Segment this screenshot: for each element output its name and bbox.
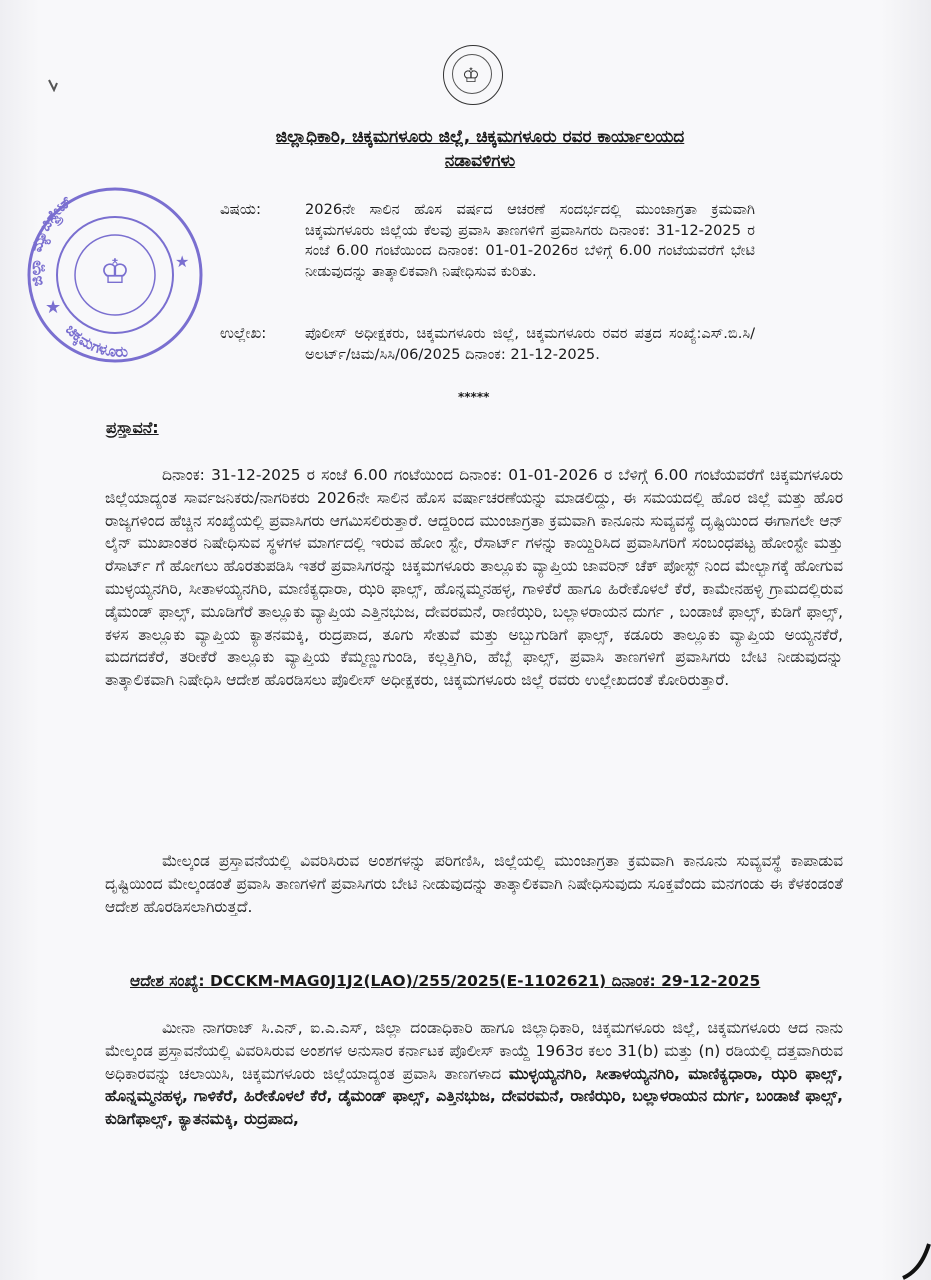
proceedings-heading: ನಡಾವಳಿಗಳು — [444, 151, 516, 171]
emblem-icon: ♔ — [462, 63, 480, 87]
subject-text: 2026ನೇ ಸಾಲಿನ ಹೊಸ ವರ್ಷದ ಆಚರಣೆ ಸಂದರ್ಭದಲ್ಲಿ ಮುಂಜಾಗ್ರತಾ ಕ್ರಮವಾಗಿ ಚಿಕ್ಕಮಗಳೂರು ಜಿಲ್ಲೆಯ ಕೆಲವು ಪ್ರವಾಸಿ ತಾಣಗಳಿಗೆ ಪ್ರವಾಸಿಗರು ದಿನಾಂಕ: 31-12-2025 ರ ಸಂಜೆ 6.00 ಗಂಟೆಯಿಂದ ದಿನಾಂಕ: 01-01-2026ರ ಬೆಳಿಗ್ಗೆ 6.00 ಗಂಟೆಯವರೆಗೆ ಭೇಟಿ ನೀಡುವುದನ್ನು ತಾತ್ಕಾಲಿಕವಾಗಿ ನಿಷೇಧಿಸುವ ಕುರಿತು. — [305, 201, 755, 280]
separator-stars: ***** — [458, 390, 490, 404]
seal-top-text: ಜಿಲ್ಲಾ ಮ್ಯಾಜಿಸ್ಟ್ರೇಟ್ — [26, 192, 76, 288]
seal-bottom-text: ಚಿಕ್ಕಮಗಳೂರು — [61, 320, 129, 361]
state-emblem — [443, 45, 503, 105]
preamble-title: ಪ್ರಸ್ತಾವನೆ: — [106, 418, 159, 437]
tourist-places-list: ಮುಳ್ಳಯ್ಯನಗಿರಿ, ಸೀತಾಳಯ್ಯನಗಿರಿ, ಮಾಣಿಕ್ಯಧಾರಾ, ಝರಿ ಫಾಲ್ಸ್, ಹೊನ್ನಮ್ಮನಹಳ್ಳ, ಗಾಳಿಕೆರೆ, ಹಿರೇಕೊಳಲೆ ಕೆರೆ, ಡೈಮಂಡ್ ಫಾಲ್ಸ್, ಎತ್ತಿನಭುಜ, ದೇವರಮನೆ, ರಾಣಿಝರಿ, ಬಲ್ಲಾಳರಾಯನ ದುರ್ಗ, ಬಂಡಾಜೆ ಫಾಲ್ಸ್, ಕುಡಿಗೆಫಾಲ್ಸ್, ಕ್ಯಾತನಮಕ್ಕಿ, ರುದ್ರಪಾದ, — [105, 1064, 843, 1129]
reference-label: ಉಲ್ಲೇಖ: — [220, 324, 267, 342]
svg-text:★: ★ — [45, 297, 62, 318]
order-paragraph — [105, 1017, 843, 1131]
office-heading: ಜಿಲ್ಲಾಧಿಕಾರಿ, ಚಿಕ್ಕಮಗಳೂರು ಜಿಲ್ಲೆ, ಚಿಕ್ಕಮಗಳೂರು ರವರ ಕಾರ್ಯಾಲಯದ — [275, 127, 685, 147]
order-paragraph-text: ಮೀನಾ ನಾಗರಾಜ್ ಸಿ.ಎನ್, ಐ.ಎ.ಎಸ್, ಜಿಲ್ಲಾ ದಂಡಾಧಿಕಾರಿ ಹಾಗೂ ಜಿಲ್ಲಾಧಿಕಾರಿ, ಚಿಕ್ಕಮಗಳೂರು ಜಿಲ್ಲೆ, ಚಿಕ್ಕಮಗಳೂರು ಆದ ನಾನು ಮೇಲ್ಕಂಡ ಪ್ರಸ್ತಾವನೆಯಲ್ಲಿ ವಿವರಿಸಿರುವ ಅಂಶಗಳ ಅನುಸಾರ ಕರ್ನಾಟಕ ಪೊಲೀಸ್ ಕಾಯ್ದೆ 1963ರ ಕಲಂ 31(b) ಮತ್ತು (n) ರಡಿಯಲ್ಲಿ ದತ್ತವಾಗಿರುವ ಅಧಿಕಾರವನ್ನು ಚಲಾಯಿಸಿ, ಚಿಕ್ಕಮಗಳೂರು ಜಿಲ್ಲೆಯಾದ್ಯಂತ ಪ್ರವಾಸಿ ತಾಣಗಳಾದ — [105, 1019, 843, 1083]
preamble-paragraph: ದಿನಾಂಕ: 31-12-2025 ರ ಸಂಜೆ 6.00 ಗಂಟೆಯಿಂದ ದಿನಾಂಕ: 01-01-2026 ರ ಬೆಳಿಗ್ಗೆ 6.00 ಗಂಟೆಯವರೆಗೆ ಚಿಕ್ಕಮಗಳೂರು ಜಿಲ್ಲೆಯಾದ್ಯಂತ ಸಾರ್ವಜನಿಕರು/ನಾಗರಿಕರು 2026ನೇ ಸಾಲಿನ ಹೊಸ ವರ್ಷಾಚರಣೆಯನ್ನು ಮಾಡಲಿದ್ದು, ಈ ಸಮಯದಲ್ಲಿ ಹೊರ ಜಿಲ್ಲೆ ಮತ್ತು ಹೊರ ರಾಜ್ಯಗಳಿಂದ ಹೆಚ್ಚಿನ ಸಂಖ್ಯೆಯಲ್ಲಿ ಪ್ರವಾಸಿಗರು ಆಗಮಿಸಲಿರುತ್ತಾರೆ. ಆದ್ದರಿಂದ ಮುಂಜಾಗ್ರತಾ ಕ್ರಮವಾಗಿ ಕಾನೂನು ಸುವ್ಯವಸ್ಥೆ ದೃಷ್ಟಿಯಿಂದ ಈಗಾಗಲೇ ಆನ್ ಲೈನ್ ಮುಖಾಂತರ ನಿಷೇಧಿಸುವ ಸ್ಥಳಗಳ ಮಾರ್ಗದಲ್ಲಿ ಇರುವ ಹೋಂ ಸ್ಟೇ, ರೆಸಾರ್ಟ್ ಗಳನ್ನು ಕಾಯ್ದಿರಿಸಿದ ಪ್ರವಾಸಿಗರಿಗೆ ಸಂಬಂಧಪಟ್ಟ ಹೋಂಸ್ಟೇ ಮತ್ತು ರೆಸಾರ್ಟ್ ಗೆ ಹೋಗಲು ಹೊರತುಪಡಿಸಿ ಇತರೆ ಪ್ರವಾಸಿಗರನ್ನು ಚಿಕ್ಕಮಗಳೂರು ತಾಲ್ಲೂಕು ವ್ಯಾಪ್ತಿಯ ಜಾವರಿನ್ ಚೆಕ್ ಪೋಸ್ಟ್ ನಿಂದ ಮೇಲ್ಭಾಗಕ್ಕೆ ಹೋಗುವ ಮುಳ್ಳಯ್ಯನಗಿರಿ, ಸೀತಾಳಯ್ಯನಗಿರಿ, ಮಾಣಿಕ್ಯಧಾರಾ, ಝರಿ ಫಾಲ್ಸ್, ಹೊನ್ನಮ್ಮನಹಳ್ಳ, ಗಾಳಿಕೆರೆ ಹಾಗೂ ಹಿರೇಕೊಳಲೆ ಕೆರೆ, ಕಾಮೇನಹಳ್ಳಿ ಗ್ರಾಮದಲ್ಲಿರುವ ಡೈಮಂಡ್ ಫಾಲ್ಸ್, ಮೂಡಿಗೆರೆ ತಾಲ್ಲೂಕು ವ್ಯಾಪ್ತಿಯ ಎತ್ತಿನಭುಜ, ದೇವರಮನೆ, ರಾಣಿಝರಿ, ಬಲ್ಲಾಳರಾಯನ ದುರ್ಗ , ಬಂಡಾಜೆ ಫಾಲ್ಸ್, ಕುಡಿಗೆ ಫಾಲ್ಸ್, ಕಳಸ ತಾಲ್ಲೂಕು ವ್ಯಾಪ್ತಿಯ ಕ್ಯಾತನಮಕ್ಕಿ, ರುದ್ರಪಾದ, ತೂಗು ಸೇತುವೆ ಮತ್ತು ಅಬ್ಬುಗುಡಿಗೆ ಫಾಲ್ಸ್, ಕಡೂರು ತಾಲ್ಲೂಕು ವ್ಯಾಪ್ತಿಯ ಅಯ್ಯನಕೆರೆ, ಮದಗದಕೆರೆ, ತರೀಕೆರೆ ತಾಲ್ಲೂಕು ವ್ಯಾಪ್ತಿಯ ಕೆಮ್ಮಣ್ಣುಗುಂಡಿ, ಕಲ್ಲತ್ತಿಗಿರಿ, ಹೆಬ್ಬೆ ಫಾಲ್ಸ್, ಪ್ರವಾಸಿ ತಾಣಗಳಿಗೆ ಪ್ರವಾಸಿಗರು ಬೇಟಿ ನೀಡುವುದನ್ನು ತಾತ್ಕಾಲಿಕವಾಗಿ ನಿಷೇಧಿಸಿ ಆದೇಶ ಹೊರಡಿಸಲು ಪೊಲೀಸ್ ಅಧೀಕ್ಷಕರು, ಚಿಕ್ಕಮಗಳೂರು ಜಿಲ್ಲೆ ರವರು ಉಲ್ಲೇಖದಂತೆ ಕೋರಿರುತ್ತಾರೆ. — [105, 466, 843, 690]
svg-text:ಚಿಕ್ಕಮಗಳೂರು — [62, 321, 128, 361]
consideration-paragraph: ಮೇಲ್ಕಂಡ ಪ್ರಸ್ತಾವನೆಯಲ್ಲಿ ವಿವರಿಸಿರುವ ಅಂಶಗಳನ್ನು ಪರಿಗಣಿಸಿ, ಜಿಲ್ಲೆಯಲ್ಲಿ ಮುಂಜಾಗ್ರತಾ ಕ್ರಮವಾಗಿ ಕಾನೂನು ಸುವ್ಯವಸ್ಥೆ ಕಾಪಾಡುವ ದೃಷ್ಟಿಯಿಂದ ಮೇಲ್ಕಂಡಂತೆ ಪ್ರವಾಸಿ ತಾಣಗಳಿಗೆ ಪ್ರವಾಸಿಗರು ಬೇಟಿ ನೀಡುವುದನ್ನು ತಾತ್ಕಾಲಿಕವಾಗಿ ನಿಷೇಧಿಸುವುದು ಸೂಕ್ತವೆಂದು ಮನಗಂಡು ಈ ಕೆಳಕಂಡಂತೆ ಆದೇಶ ಹೊರಡಿಸಲಾಗಿರುತ್ತದೆ. — [105, 852, 843, 916]
district-magistrate-seal — [25, 185, 205, 365]
corner-mark-icon — [48, 78, 62, 92]
svg-text:♔: ♔ — [99, 252, 131, 292]
reference-text: ಪೊಲೀಸ್ ಅಧೀಕ್ಷಕರು, ಚಿಕ್ಕಮಗಳೂರು ಜಿಲ್ಲೆ, ಚಿಕ್ಕಮಗಳೂರು ರವರ ಪತ್ರದ ಸಂಖ್ಯೆ:ಎಸ್.ಬಿ.ಸಿ/ಅಲರ್ಟ್/ಚಿಮ/ಸಿಸಿ/06/2025 ದಿನಾಂಕ: 21-12-2025. — [305, 325, 755, 363]
order-number: ಆದೇಶ ಸಂಖ್ಯೆ: DCCKM-MAG0J1J2(LAO)/255/2025(E-1102621) ದಿನಾಂಕ: 29-12-2025 — [130, 972, 761, 990]
subject-label: ವಿಷಯ: — [220, 200, 261, 218]
svg-text:★: ★ — [175, 252, 190, 271]
page-curl-mark — [901, 1240, 931, 1280]
